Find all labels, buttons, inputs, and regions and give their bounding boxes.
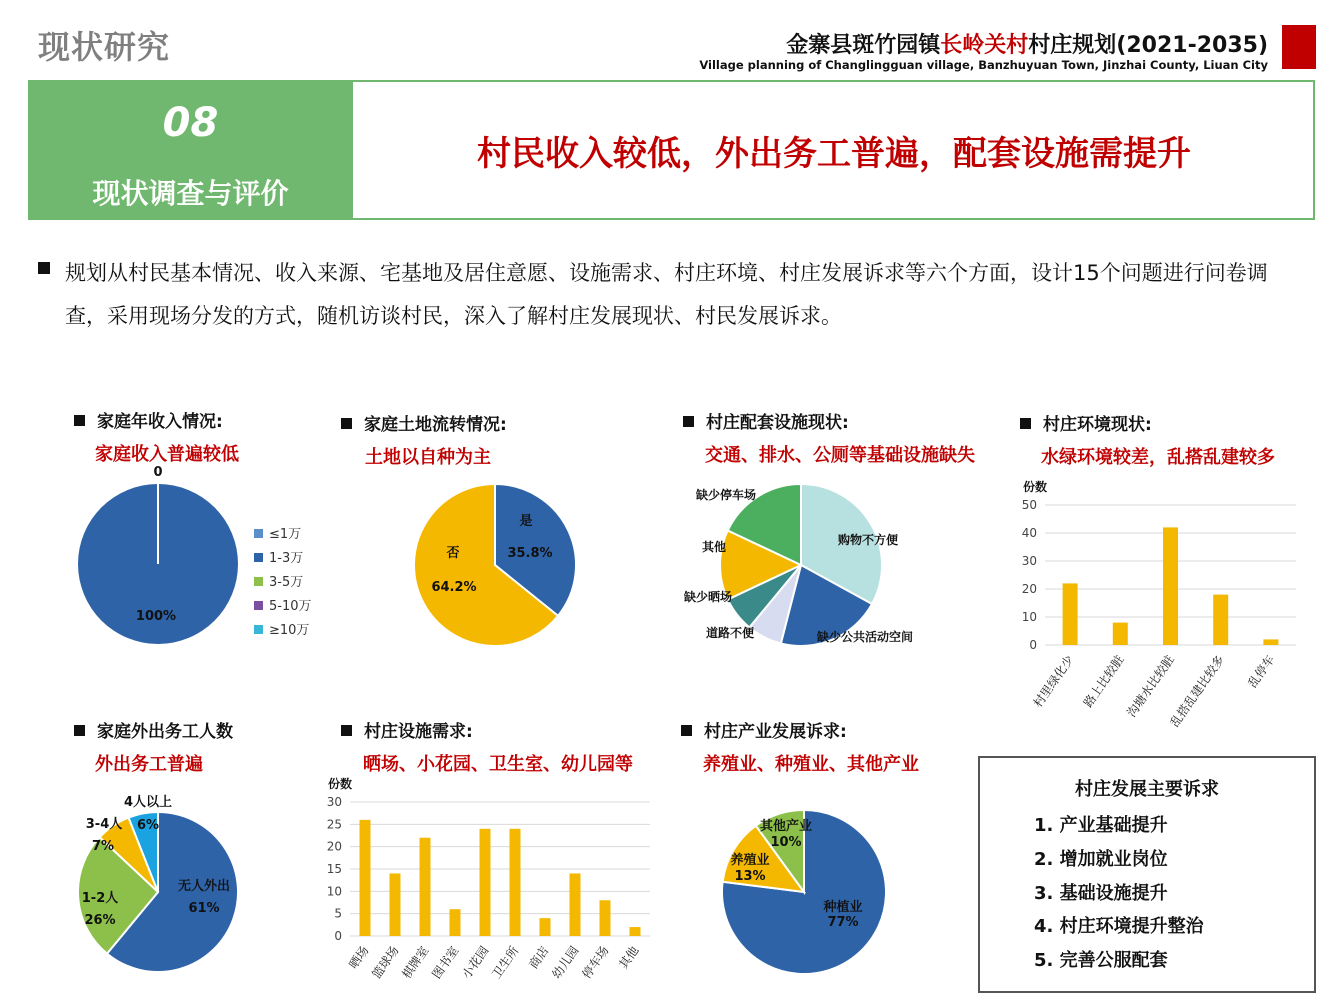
y-tick-label: 10	[1021, 610, 1037, 624]
legend-item	[254, 547, 312, 571]
data-label: 61%	[188, 901, 220, 916]
red-corner-block	[1282, 25, 1316, 69]
workers-subtitle: 外出务工普遍	[95, 754, 203, 775]
environment-subtitle: 水绿环境较差，乱搭乱建较多	[1041, 447, 1275, 468]
y-axis-label: 份数	[327, 777, 353, 791]
data-label: 35.8%	[507, 546, 553, 561]
y-tick-label: 0	[334, 929, 342, 943]
bar	[1063, 583, 1078, 645]
demand-title	[341, 717, 473, 742]
legend-item	[254, 571, 312, 595]
bar	[450, 909, 461, 936]
plan-title	[786, 28, 1268, 59]
x-tick-label: 篮球场	[369, 943, 402, 982]
legend-swatch	[254, 625, 263, 634]
x-tick-label: 图书室	[429, 943, 462, 982]
category-label: 其他产业	[759, 819, 813, 834]
legend-swatch	[254, 577, 263, 586]
x-tick-label: 商店	[526, 943, 552, 972]
data-label: 10%	[770, 835, 802, 850]
data-label: 26%	[84, 913, 116, 928]
land-title-text: 家庭土地流转情况:	[364, 415, 507, 435]
bar	[360, 820, 371, 936]
legend-swatch	[254, 601, 263, 610]
x-tick-label: 卫生所	[489, 943, 522, 982]
legend-label: ≥10万	[269, 623, 310, 638]
banner-number: 08	[162, 100, 219, 146]
workers-title-text: 家庭外出务工人数	[97, 722, 233, 742]
legend-swatch	[254, 529, 263, 538]
demand-title-text: 村庄设施需求:	[364, 722, 473, 742]
section-label: 现状研究	[38, 28, 171, 66]
income-title	[74, 407, 223, 432]
title-suffix: 村庄规划(2021-2035)	[1028, 33, 1268, 58]
data-label: 6%	[136, 818, 160, 833]
y-tick-label: 5	[334, 906, 342, 921]
title-highlight: 长岭关村	[940, 33, 1029, 58]
x-tick-label: 小花园	[459, 943, 492, 982]
category-label: 4人以上	[123, 795, 173, 810]
legend-item	[254, 595, 312, 619]
bar	[540, 918, 551, 936]
y-axis-label: 份数	[1022, 480, 1048, 494]
title-prefix: 金寨县斑竹园镇	[786, 33, 941, 58]
income-title-text: 家庭年收入情况:	[97, 412, 223, 432]
category-label: 购物不方便	[837, 533, 899, 547]
y-tick-label: 20	[326, 839, 342, 854]
income-100-label: 100%	[135, 609, 177, 624]
facilities-pie-chart	[683, 484, 914, 646]
income-zero-label: 0	[153, 465, 163, 480]
industry-subtitle: 养殖业、种殖业、其他产业	[703, 754, 919, 775]
category-label: 缺少停车场	[695, 488, 757, 502]
intro-paragraph: 规划从村民基本情况、收入来源、宅基地及居住意愿、设施需求、村庄环境、村庄发展诉求等六个方面，设计15个问题进行问卷调查，采用现场分发的方式，随机访谈村民，深入了解村庄发展现状、村民发展诉求。	[65, 261, 1268, 328]
summary-title: 村庄发展主要诉求	[1075, 779, 1219, 800]
industry-title	[681, 717, 847, 742]
category-label: 其他	[701, 540, 727, 554]
bar	[1263, 639, 1278, 645]
summary-item: 1. 产业基础提升	[1034, 815, 1168, 836]
category-label: 否	[446, 546, 460, 561]
category-label: 是	[519, 514, 533, 529]
category-label: 3-4人	[85, 817, 123, 832]
x-tick-label: 乱停车	[1245, 652, 1278, 691]
category-label: 缺少公共活动空间	[816, 630, 914, 644]
demand-subtitle: 晒场、小花园、卫生室、幼儿园等	[363, 754, 633, 775]
summary-item: 3. 基础设施提升	[1034, 883, 1168, 904]
environment-bar-chart	[1000, 470, 1310, 730]
bar	[1213, 595, 1228, 645]
legend-swatch	[254, 553, 263, 562]
legend-label: 3-5万	[269, 575, 304, 590]
legend-label: 5-10万	[269, 599, 312, 614]
workers-pie-chart	[78, 795, 238, 972]
y-tick-label: 30	[1021, 554, 1037, 568]
data-label: 77%	[827, 915, 859, 930]
land-title	[341, 410, 507, 435]
plan-title-english: Village planning of Changlingguan village, Banzhuyuan Town, Jinzhai County, Liuan City	[699, 58, 1268, 72]
bar	[510, 829, 521, 936]
environment-title-text: 村庄环境现状:	[1043, 415, 1152, 435]
bar	[420, 838, 431, 936]
income-pie-chart	[78, 465, 238, 644]
category-label: 道路不便	[705, 626, 755, 640]
category-label: 养殖业	[730, 853, 770, 868]
environment-title	[1020, 410, 1152, 435]
legend-item	[254, 523, 312, 547]
x-tick-label: 乱搭乱建比较多	[1167, 652, 1228, 730]
bar	[390, 873, 401, 936]
bar	[630, 927, 641, 936]
income-legend	[254, 523, 312, 643]
y-tick-label: 30	[326, 795, 342, 809]
data-label: 64.2%	[431, 580, 477, 595]
y-tick-label: 50	[1021, 498, 1037, 512]
demand-bar-chart	[310, 778, 660, 1003]
facilities-subtitle: 交通、排水、公厕等基础设施缺失	[705, 445, 975, 466]
category-label: 种植业	[823, 900, 863, 915]
legend-label: ≤1万	[269, 527, 302, 542]
x-tick-label: 停车场	[579, 943, 612, 982]
bar	[480, 829, 491, 936]
industry-title-text: 村庄产业发展诉求:	[704, 722, 847, 742]
y-tick-label: 25	[326, 817, 342, 832]
banner-subtitle: 现状调查与评价	[92, 177, 289, 210]
facilities-title	[683, 408, 849, 433]
y-tick-label: 15	[326, 862, 342, 876]
y-tick-label: 10	[326, 884, 342, 899]
summary-item: 2. 增加就业岗位	[1034, 849, 1168, 870]
legend-item	[254, 619, 312, 643]
bar	[570, 873, 581, 936]
industry-pie-chart	[722, 810, 886, 974]
legend-label: 1-3万	[269, 551, 304, 566]
x-tick-label: 沟塘水比较脏	[1124, 652, 1177, 720]
category-label: 缺少晒场	[683, 590, 733, 604]
bar	[1163, 527, 1178, 645]
intro-bullet	[38, 262, 50, 274]
land-pie-chart	[414, 484, 576, 646]
x-tick-label: 路上比较脏	[1080, 652, 1127, 710]
workers-title	[74, 717, 233, 742]
facilities-title-text: 村庄配套设施现状:	[706, 413, 849, 433]
x-tick-label: 幼儿园	[549, 943, 582, 982]
x-tick-label: 晒场	[346, 943, 372, 972]
category-label: 1-2人	[81, 891, 119, 906]
bar	[600, 900, 611, 936]
data-label: 7%	[91, 839, 115, 854]
income-subtitle: 家庭收入普遍较低	[95, 444, 239, 465]
y-tick-label: 20	[1021, 582, 1037, 596]
x-tick-label: 其他	[616, 943, 642, 972]
category-label: 无人外出	[177, 879, 231, 894]
x-tick-label: 棋牌室	[399, 943, 432, 982]
banner-headline: 村民收入较低，外出务工普遍，配套设施需提升	[477, 134, 1191, 174]
summary-item: 5. 完善公服配套	[1034, 950, 1168, 971]
bar	[1113, 623, 1128, 645]
land-subtitle: 土地以自种为主	[365, 447, 491, 468]
y-tick-label: 0	[1029, 638, 1037, 652]
x-tick-label: 村里绿化少	[1030, 652, 1077, 710]
y-tick-label: 40	[1021, 526, 1037, 540]
summary-item: 4. 村庄环境提升整治	[1034, 916, 1204, 937]
data-label: 13%	[734, 869, 766, 884]
